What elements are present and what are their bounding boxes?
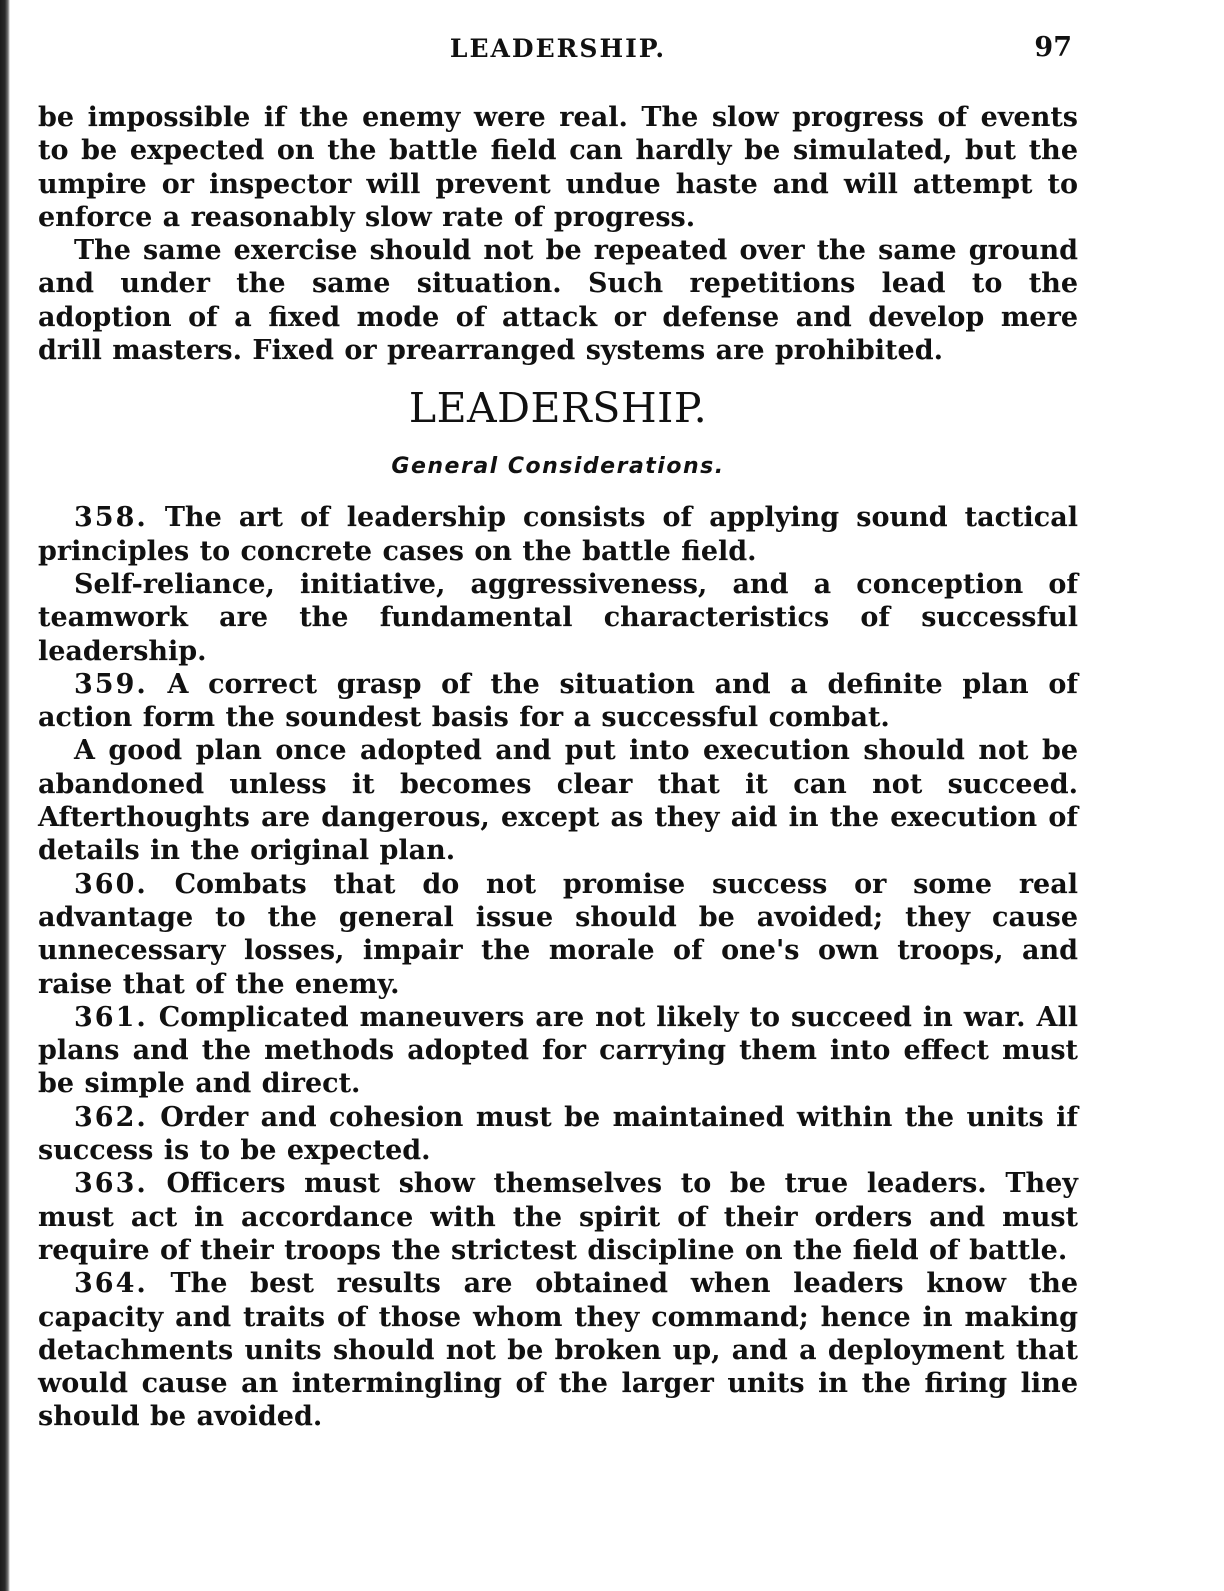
paragraph-359 <box>38 668 1078 735</box>
page-body <box>38 101 1078 1434</box>
paragraph-number: 361. <box>74 1001 148 1033</box>
paragraph-text: The art of leadership consists of applying sound tactical principles to concrete cases on the battle field. <box>38 502 1078 567</box>
paragraph-text: Combats that do not promise success or some real advantage to the general issue should be avoided; they cause unnecessary losses, impair the morale of one's own troops, and raise that of the enemy. <box>38 868 1078 1000</box>
paragraph-number: 359. <box>74 668 148 700</box>
paragraph-text: Self-reliance, initiative, aggressiveness, and a conception of teamwork are the fundamental characteristics of successful leadership. <box>38 568 1078 667</box>
paragraph-text: The best results are obtained when leaders know the capacity and traits of those whom they command; hence in making detachments units should not be broken up, and a deployment that would cause an intermingling of the larger units in the firing line should be avoided. <box>38 1268 1079 1433</box>
intro-paragraph-2: The same exercise should not be repeated over the same ground and under the same situation. Such repetitions lead to the adoption of a fixed mode of attack or defense and develop mere drill masters. Fixed or prearranged systems are prohibited. <box>38 235 1078 367</box>
paragraph-number: 358. <box>74 502 148 534</box>
binding-edge <box>0 0 10 1591</box>
paragraph-363 <box>38 1167 1078 1267</box>
paragraph-text: Complicated maneuvers are not likely to succeed in war. All plans and the methods adopted for carrying them into effect must be simple and direct. <box>38 1001 1078 1100</box>
paragraph-number: 364. <box>74 1268 148 1300</box>
paragraph-text: A correct grasp of the situation and a definite plan of action form the soundest basis for a successful combat. <box>38 668 1078 734</box>
section-title: LEADERSHIP. <box>408 384 708 433</box>
paragraph-361 <box>38 1001 1078 1101</box>
running-head <box>38 34 1078 74</box>
paragraph-358-continued <box>38 568 1078 668</box>
paragraph-360 <box>38 868 1078 1001</box>
intro-paragraph-1: be impossible if the enemy were real. The slow progress of events to be expected on the battle field can hardly be simulated, but the umpire or inspector will prevent undue haste and will attempt to enforce a reasonably slow rate of progress. <box>38 102 1078 233</box>
paragraph-362 <box>38 1101 1078 1168</box>
paragraph-text: Officers must show themselves to be true leaders. They must act in accordance with the spirit of their orders and must require of their troops the strictest discipline on the field of battle. <box>38 1168 1078 1266</box>
paragraph-359-continued <box>38 734 1078 867</box>
paragraph-number: 363. <box>74 1168 148 1200</box>
paragraph-364 <box>38 1267 1078 1433</box>
section-subtitle: General Considerations. <box>391 454 725 480</box>
paragraph-number: 360. <box>74 868 148 900</box>
paragraph-text: Order and cohesion must be maintained within the units if success is to be expected. <box>38 1101 1078 1167</box>
paragraph-number: 362. <box>74 1101 148 1133</box>
paragraph-text: A good plan once adopted and put into execution should not be abandoned unless it becomes clear that it can not succeed. Afterthoughts are dangerous, except as they aid in the execution of details in the original plan. <box>38 735 1078 867</box>
page-number: 97 <box>1034 32 1072 63</box>
paragraph-358 <box>38 501 1078 568</box>
running-title: LEADERSHIP. <box>449 34 667 63</box>
